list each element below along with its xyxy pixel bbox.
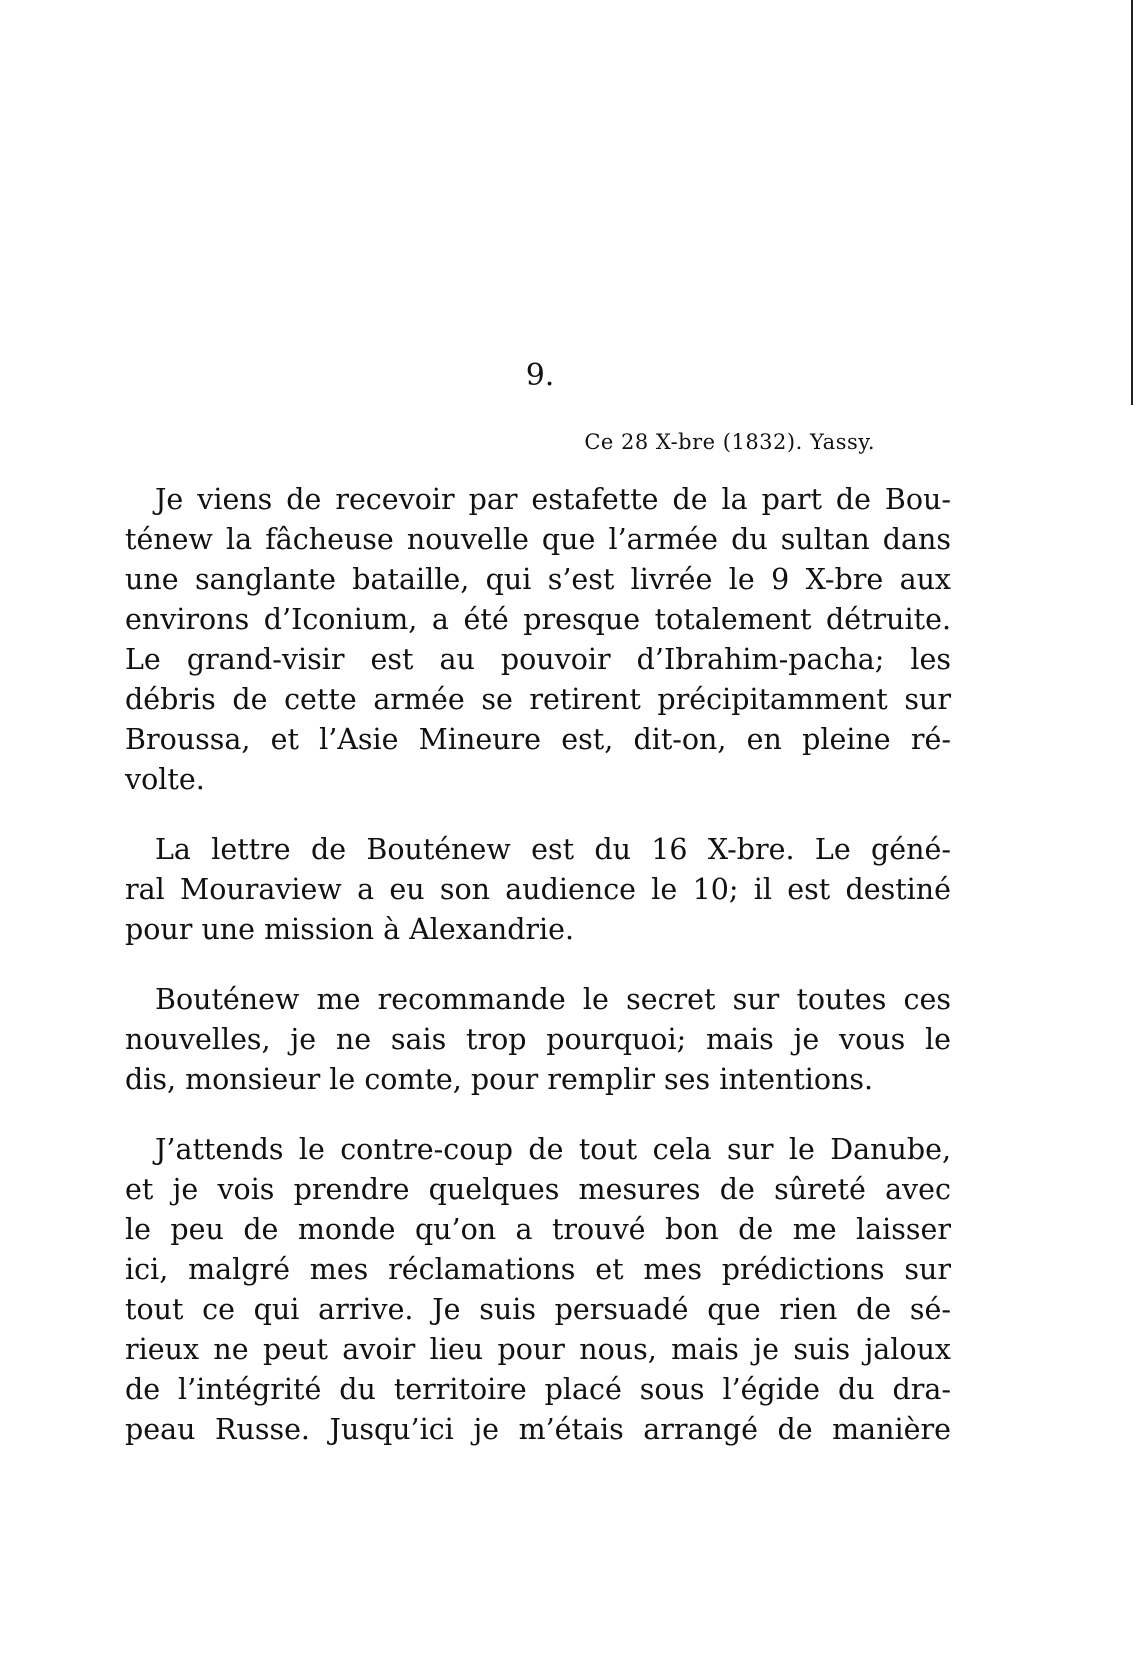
letter-body	[125, 480, 951, 1450]
page-edge-rule	[1131, 0, 1133, 405]
paragraph-3	[125, 980, 951, 1100]
text-line: J’attends le contre-coup de tout cela sur le Danube,	[155, 1133, 951, 1166]
dateline: Ce 28 X-bre (1832). Yassy.	[584, 430, 875, 454]
text-line: le peu de monde qu’on a trouvé bon de me laisser	[125, 1213, 951, 1246]
text-line: une sanglante bataille, qui s’est livrée le 9 X-bre aux	[125, 563, 951, 596]
text-line: nouvelles, je ne sais trop pourquoi; mais je vous le	[125, 1023, 951, 1056]
text-line: débris de cette armée se retirent précipitamment sur	[125, 683, 951, 716]
text-line: environs d’Iconium, a été presque totalement détruite.	[125, 603, 951, 636]
text-line: Je viens de recevoir par estafette de la part de Bou-	[155, 483, 951, 516]
paragraph-4	[125, 1130, 951, 1450]
paragraph-2	[125, 830, 951, 950]
text-line: Broussa, et l’Asie Mineure est, dit-on, en pleine ré-	[125, 723, 951, 756]
text-line: ral Mouraview a eu son audience le 10; il est destiné	[125, 873, 951, 906]
text-line: La lettre de Bouténew est du 16 X-bre. Le géné-	[155, 833, 951, 866]
text-line: Bouténew me recommande le secret sur toutes ces	[155, 983, 951, 1016]
text-line: volte.	[125, 763, 205, 796]
text-line: rieux ne peut avoir lieu pour nous, mais je suis jaloux	[125, 1333, 951, 1366]
text-line: de l’intégrité du territoire placé sous l’égide du dra-	[125, 1373, 951, 1406]
text-line: et je vois prendre quelques mesures de sûreté avec	[125, 1173, 951, 1206]
text-line: dis, monsieur le comte, pour remplir ses intentions.	[125, 1063, 874, 1096]
paragraph-1	[125, 480, 951, 800]
text-line: ténew la fâcheuse nouvelle que l’armée du sultan dans	[125, 523, 951, 556]
text-line: Le grand-visir est au pouvoir d’Ibrahim-pacha; les	[125, 643, 951, 676]
letter-number: 9.	[525, 358, 555, 393]
text-line: pour une mission à Alexandrie.	[125, 913, 575, 946]
text-line: peau Russe. Jusqu’ici je m’étais arrangé de manière	[125, 1413, 951, 1446]
text-line: tout ce qui arrive. Je suis persuadé que rien de sé-	[125, 1293, 951, 1326]
text-line: ici, malgré mes réclamations et mes prédictions sur	[125, 1253, 951, 1286]
